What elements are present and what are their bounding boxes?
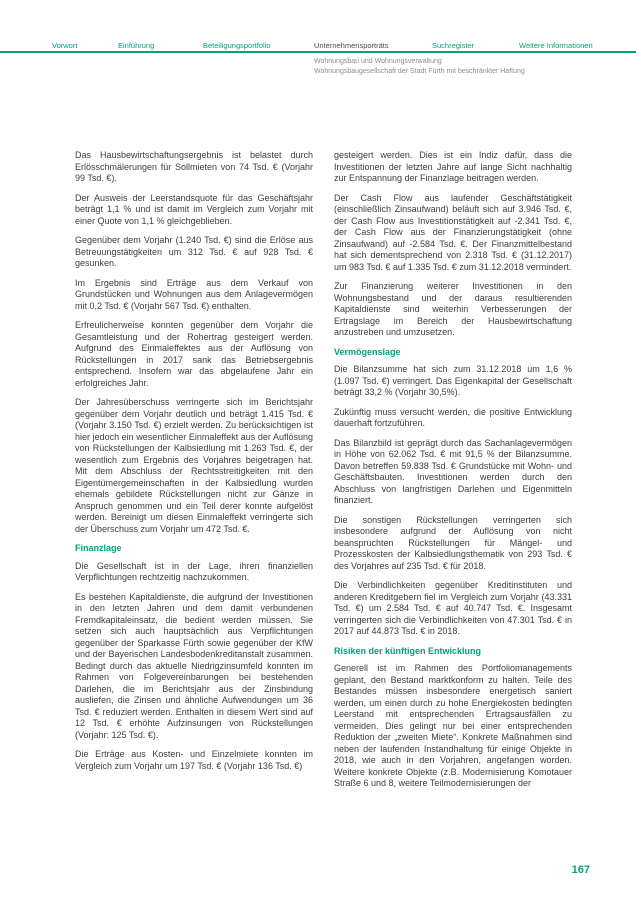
subheader-company: Wohnungsbaugesellschaft der Stadt Fürth mit beschränkter Haftung [314,68,525,75]
paragraph: Der Ausweis der Leerstandsquote für das Geschäftsjahr beträgt 1,1 % und ist damit im Vergleich zum Vorjahr mit einer Quote von 1,1 % gleichgeblieben. [75,192,313,226]
paragraph: Erfreulicherweise konnten gegenüber dem Vorjahr die Gesamtleistung und der Rohertrag gesteigert werden. Aufgrund des Einmaleffektes aus der Auflösung von Rückstellungen in 2017 sank das Betriebsergebnis entsprechend. Insofern war das abgelaufene Jahr ein erfolgreiches Jahr. [75,320,313,388]
nav-item-unternehmensportraets[interactable]: Unternehmensporträts [314,41,389,50]
nav-item-einfuehrung[interactable]: Einführung [118,41,155,50]
left-column [75,150,313,780]
section-heading-vermoegenslage: Vermögenslage [334,346,401,357]
paragraph: gesteigert werden. Dies ist ein Indiz dafür, dass die Investitionen der letzten Jahre auf lange Sicht nachhaltig zur Entspannung der Finanzlage beitragen werden. [334,150,572,183]
nav-item-vorwort[interactable]: Vorwort [52,41,78,50]
paragraph: Die Gesellschaft ist in der Lage, ihren finanziellen Verpflichtungen rechtzeitig nachzukommen. [75,560,313,582]
nav-item-beteiligungsportfolio[interactable]: Beteiligungsportfolio [203,41,271,50]
page-number: 167 [571,864,590,876]
paragraph: Zukünftig muss versucht werden, die positive Entwicklung dauerhaft fortzuführen. [334,406,572,428]
paragraph: Es bestehen Kapitaldienste, die aufgrund der Investitionen in den letzten Jahren und dem damit verbundenen Fremdkapitaleinsatz, die bedient werden müssen. Sie setzen sich auch hauptsächlich aus Verpflichtungen gegenüber der Sparkasse Fürth sowie gegenüber der KfW und der Bayerischen Landesbodenkreditanstalt zusammen. Bedingt durch das aktuelle Niedrigzinsumfeld konnten im Rahmen von Folgevereinbarungen bei bestehenden Darlehen, die im Berichtsjahr aus der Zinsbindung ausliefen, die Zinsen und ähnliche Aufwendungen um 36 Tsd. € reduziert werden. Enthalten in diesem Wert sind auf 12 Tsd. € erhöhte Aufzinsungen von Rückstellungen (Vorjahr: 125 Tsd. €). [75,591,313,740]
nav-item-weitere-informationen[interactable]: Weitere Informationen [519,41,593,50]
subheader-category: Wohnungsbau und Wohnungsverwaltung [314,58,442,65]
right-column [334,150,572,798]
section-heading-risiken: Risiken der künftigen Entwicklung [334,645,482,656]
paragraph: Im Ergebnis sind Erträge aus dem Verkauf von Grundstücken und Wohnungen aus dem Anlagevermögen mit 0,2 Tsd. € (Vorjahr 567 Tsd. €) enthalten. [75,277,313,311]
paragraph: Generell ist im Rahmen des Portfoliomanagements geplant, den Bestand marktkonform zu halten. Teile des Bestandes müssen insbesondere energetisch saniert werden, um einen durch zu hohe Energiekosten bedingten Leerstand mit entsprechenden Ertragsausfällen zu vermeiden. Dies gelingt nur bei einer entsprechenden Reduktion der „zweiten Miete“. Konkrete Maßnahmen sind neben der laufenden Instandhaltung für einige Objekte in 2018, wie auch in den Vorjahren, angefangen worden. Weitere konkrete Objekte (z.B. Modernisierung Komotauer Straße 6 und 8, weitere Teilmodernisierungen der [334,663,572,788]
paragraph: Das Hausbewirtschaftungsergebnis ist belastet durch Erlösschmälerungen für Sollmieten von 74 Tsd. € (Vorjahr 99 Tsd. €). [75,150,313,183]
paragraph: Die sonstigen Rückstellungen verringerten sich insbesondere aufgrund der Auflösung von nicht beanspruchten Rückstellungen für Mängel- und Prozesskosten der Kalbsiedlungsthematik von 293 Tsd. € des Vorjahres auf 235 Tsd. € für 2018. [334,514,572,571]
paragraph: Die Bilanzsumme hat sich zum 31.12.2018 um 1,6 % (1.097 Tsd. €) verringert. Das Eigenkapital der Gesellschaft beträgt 33,2 % (Vorjahr 30,5%). [334,364,572,397]
paragraph: Die Erträge aus Kosten- und Einzelmiete konnten im Vergleich zum Vorjahr um 197 Tsd. € (Vorjahr 136 Tsd. €) [75,749,313,771]
section-subheader [314,57,525,77]
nav-item-suchregister[interactable]: Suchregister [432,41,475,50]
paragraph: Die Verbindlichkeiten gegenüber Kreditinstituten und anderen Kreditgebern fiel im Vergleich zum Vorjahr (43.331 Tsd. €) um 2.584 Tsd. € auf 40.747 Tsd. €. Insgesamt verringerten sich die Verbindlichkeiten von 47.301 Tsd. € in 2017 auf 44.873 Tsd. € in 2018. [334,580,572,636]
paragraph: Das Bilanzbild ist geprägt durch das Sachanlagevermögen in Höhe von 62.062 Tsd. € mit 91,5 % der Bilanzsumme. Davon betreffen 59.838 Tsd. € Grundstücke mit Wohn- und Geschäftsbauten. Investitionen werden durch den Abschluss von langfristigen Darlehen und Eigenmitteln finanziert. [334,437,572,505]
paragraph: Zur Finanzierung weiterer Investitionen in den Wohnungsbestand und der daraus resultierenden Kapitaldienste sind weiterhin Verbesserungen der Ertragslage im Bereich der Hausbewirtschaftung anzustreben und umzusetzen. [334,281,572,337]
paragraph: Der Cash Flow aus laufender Geschäftstätigkeit (einschließlich Zinsaufwand) beläuft sich auf 3.946 Tsd. €, der Cash Flow aus Investitionstätigkeit auf -2.341 Tsd. €, der Cash Flow aus der Finanzierungstätigkeit (ohne Zinsaufwand) auf -2.584 Tsd. €. Der Finanzmittelbestand hat sich dementsprechend von 2.318 Tsd. € (31.12.2017) um 983 Tsd. € auf 1.335 Tsd. € zum 31.12.2018 vermindert. [334,192,572,272]
header-divider-line [0,51,636,53]
paragraph: Der Jahresüberschuss verringerte sich im Berichtsjahr gegenüber dem Vorjahr deutlich und beträgt 1.415 Tsd. € (Vorjahr 3.150 Tsd. €) erzielt werden. Zu berücksichtigen ist hier jedoch ein wesentlicher Einmaleffekt aus der Auflösung von Rückstellungen der Kalbsiedlung mit 1.263 Tsd. €, der wesentlich zum Ergebnis des Vorjahres beigetragen hat. Mit dem Abschluss der Rechtsstreitigkeiten mit den Eigentümergemeinschaften in der Kalbsiedlung wurden ehemals gebildete Rückstellungen nicht zur Gänze in Anspruch genommen und ein Teil derer konnte aufgelöst werden. Bereinigt um diesen Einmaleffekt verringerte sich der Überschuss zum Vorjahr um 472 Tsd. €. [75,397,313,534]
paragraph: Gegenüber dem Vorjahr (1.240 Tsd. €) sind die Erlöse aus Betreuungstätigkeiten um 312 Tsd. € auf 928 Tsd. € gesunken. [75,235,313,268]
section-heading-finanzlage: Finanzlage [75,543,122,553]
